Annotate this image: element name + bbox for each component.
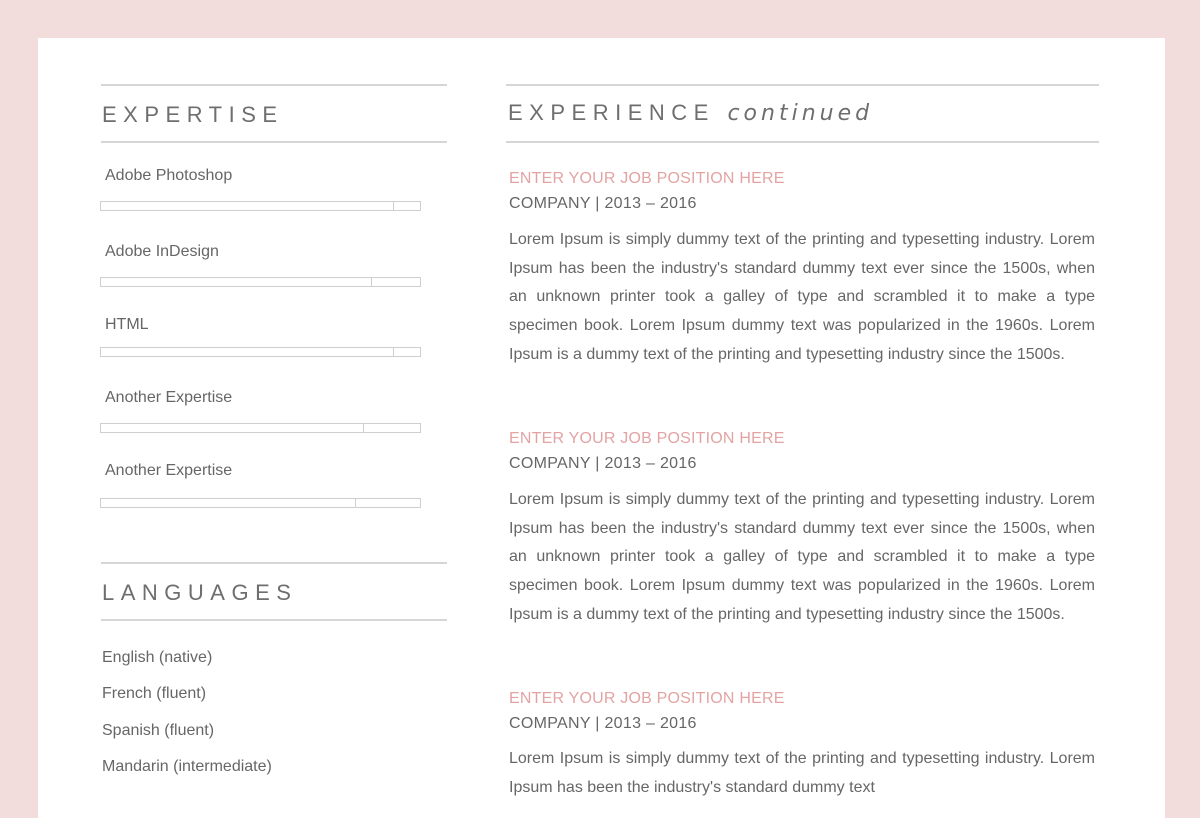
language-item: French (fluent) — [102, 685, 207, 702]
languages-top-rule — [101, 562, 447, 564]
skill-bar — [100, 498, 421, 508]
expertise-bottom-rule — [101, 141, 447, 143]
skill-label: HTML — [105, 316, 149, 333]
language-item: English (native) — [102, 649, 213, 666]
skill-label: Adobe InDesign — [105, 243, 219, 260]
experience-heading-suffix: continued — [727, 101, 874, 126]
skill-bar — [100, 423, 421, 433]
job-title: ENTER YOUR JOB POSITION HERE — [509, 430, 785, 447]
skill-label: Adobe Photoshop — [105, 167, 233, 184]
expertise-top-rule — [101, 84, 447, 86]
job-description: Lorem Ipsum is simply dummy text of the printing and typesetting industry. Lorem Ipsum has been the industry's standard dummy text — [509, 750, 1095, 796]
skill-label: Another Expertise — [105, 389, 233, 406]
job-title: ENTER YOUR JOB POSITION HERE — [509, 170, 785, 187]
skill-bar-fill — [101, 202, 394, 210]
job-company: COMPANY | 2013 – 2016 — [509, 455, 697, 472]
skill-bar — [100, 201, 421, 211]
skill-bar — [100, 277, 421, 287]
job-title: ENTER YOUR JOB POSITION HERE — [509, 690, 785, 707]
resume-page — [38, 38, 1165, 818]
experience-heading — [508, 100, 873, 126]
job-company: COMPANY | 2013 – 2016 — [509, 715, 697, 732]
experience-top-rule — [506, 84, 1099, 86]
languages-bottom-rule — [101, 619, 447, 621]
skill-bar-fill — [101, 499, 356, 507]
skill-bar-fill — [101, 348, 394, 356]
language-item: Mandarin (intermediate) — [102, 758, 272, 775]
expertise-heading: EXPERTISE — [102, 102, 284, 127]
job-company: COMPANY | 2013 – 2016 — [509, 195, 697, 212]
job-description: Lorem Ipsum is simply dummy text of the printing and typesetting industry. Lorem Ipsum has been the industry's standard dummy text ever since the 1500s, when an unknown printer took a galley of type and scrambled it to make a type specimen book. Lorem Ipsum dummy text was popularized in the 1960s. Lorem Ipsum is a dummy text of the printing and typesetting industry since the 1500s. — [509, 491, 1095, 623]
language-item: Spanish (fluent) — [102, 722, 215, 739]
skill-bar-fill — [101, 278, 372, 286]
skill-bar — [100, 347, 421, 357]
skill-label: Another Expertise — [105, 462, 233, 479]
experience-bottom-rule — [506, 141, 1099, 143]
skill-bar-fill — [101, 424, 364, 432]
languages-heading: LANGUAGES — [102, 580, 298, 605]
job-description: Lorem Ipsum is simply dummy text of the printing and typesetting industry. Lorem Ipsum has been the industry's standard dummy text ever since the 1500s, when an unknown printer took a galley of type and scrambled it to make a type specimen book. Lorem Ipsum dummy text was popularized in the 1960s. Lorem Ipsum is a dummy text of the printing and typesetting industry since the 1500s. — [509, 231, 1095, 363]
experience-heading-text: EXPERIENCE — [508, 100, 715, 125]
